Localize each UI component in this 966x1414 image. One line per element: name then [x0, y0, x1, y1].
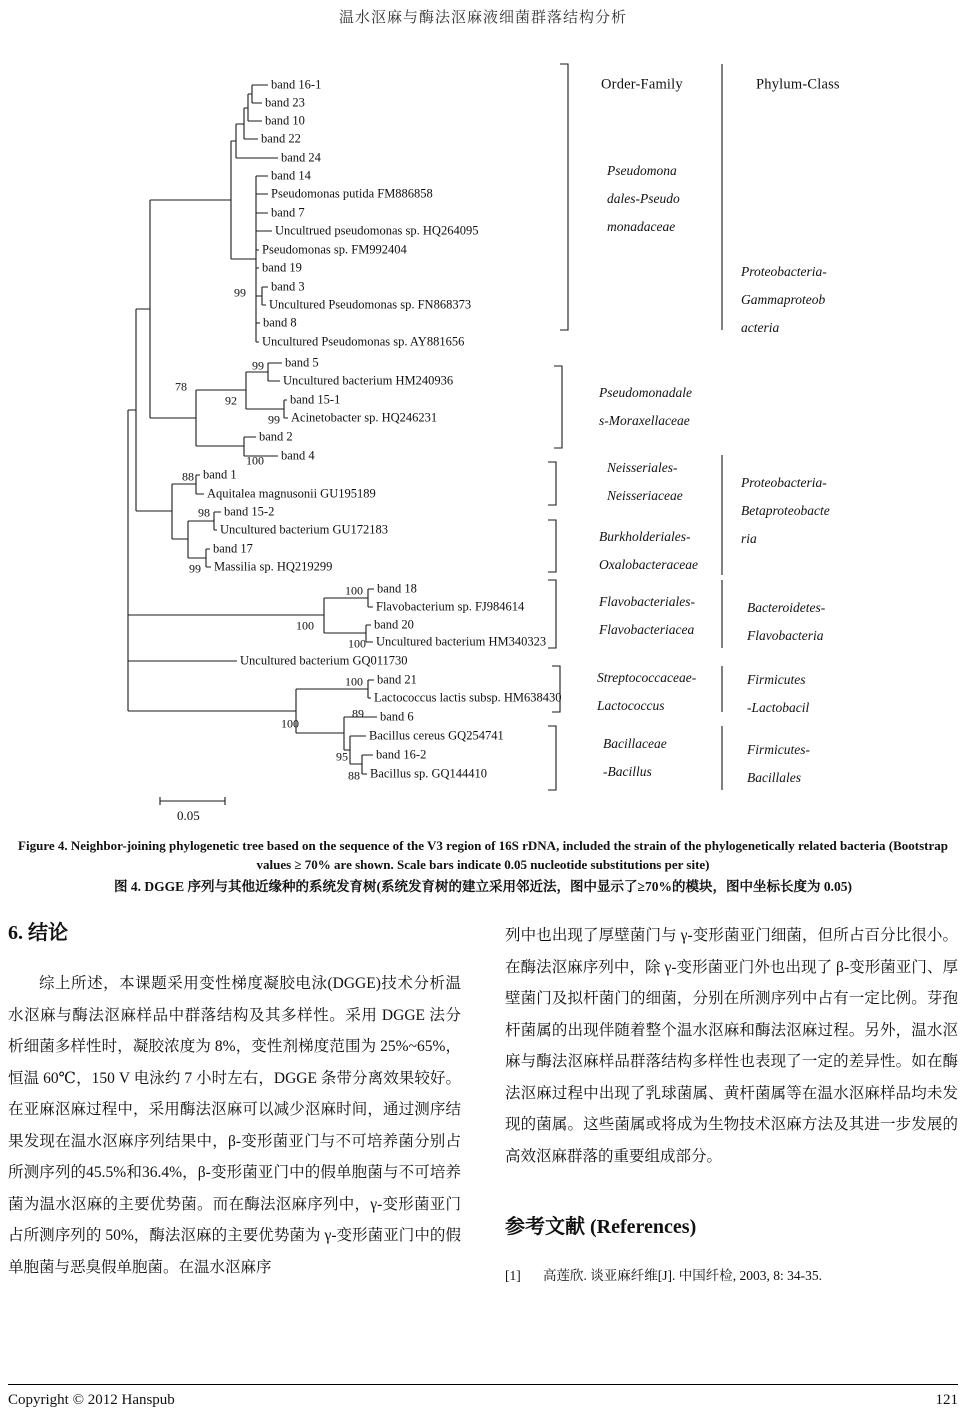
figure-caption [8, 836, 958, 897]
bootstrap-value: 99 [234, 285, 246, 300]
page-number: 121 [935, 1392, 958, 1408]
bootstrap-value: 88 [348, 768, 360, 783]
tree-leaf-label: band 15-2 [224, 504, 275, 519]
reference-item [505, 1266, 958, 1285]
group-label: Flavobacteriales- Flavobacteriacea [599, 594, 695, 637]
tree-leaf-label: band 20 [374, 617, 414, 632]
tree-leaf-label: Uncultured bacterium GU172183 [220, 522, 389, 537]
group-label: Bacillaceae -Bacillus [603, 736, 667, 779]
tree-leaf-label: band 19 [262, 260, 302, 275]
tree-leaf-label: Uncultured bacterium GQ011730 [240, 653, 408, 668]
references-heading: 参考文献 (References) [505, 1216, 697, 1238]
tree-leaf-label: Pseudomonas sp. FM992404 [262, 242, 407, 257]
tree-leaf-label: band 6 [380, 709, 414, 724]
tree-leaf-label: band 23 [265, 95, 305, 110]
tree-leaf-label: band 22 [261, 131, 301, 146]
tree-leaf-label: Uncultured bacterium HM340323 [376, 634, 547, 649]
group-label: Proteobacteria- Betaproteobacte ria [741, 475, 830, 546]
tree-leaf-label: band 8 [263, 315, 297, 330]
tree-leaf-label: Lactococcus lactis subsp. HM638430 [374, 690, 562, 705]
bootstrap-value: 99 [189, 561, 201, 576]
bootstrap-value: 100 [281, 716, 299, 731]
tree-leaf-label: band 2 [259, 429, 293, 444]
tree-leaf-label: band 4 [281, 448, 315, 463]
tree-leaf-label: Uncultured Pseudomonas sp. AY881656 [262, 334, 465, 349]
tree-leaf-label: band 3 [271, 279, 305, 294]
tree-leaf-label: Bacillus cereus GQ254741 [369, 728, 504, 743]
tree-leaf-label: band 18 [377, 581, 417, 596]
bootstrap-value: 92 [225, 393, 237, 408]
bootstrap-value: 78 [175, 379, 187, 394]
bootstrap-value: 95 [336, 749, 348, 764]
tree-leaf-label: band 5 [285, 355, 319, 370]
group-label: Firmicutes -Lactobacil [747, 672, 810, 715]
tree-leaf-label: Uncultured bacterium HM240936 [283, 373, 454, 388]
group-label: Pseudomona dales-Pseudo monadaceae [607, 163, 680, 234]
tree-leaf-label: Uncultured Pseudomonas sp. FN868373 [269, 297, 472, 312]
tree-leaf-label: band 1 [203, 467, 237, 482]
tree-leaf-label: Massilia sp. HQ219299 [214, 559, 333, 574]
group-label: Bacteroidetes- Flavobacteria [747, 600, 826, 643]
bootstrap-value: 99 [252, 358, 264, 373]
scale-bar-label: 0.05 [177, 808, 200, 823]
conclusion-paragraph-right: 列中也出现了厚壁菌门与 γ-变形菌亚门细菌，但所占百分比很小。在酶法沤麻序列中，除 γ-变形菌亚门外也出现了 β-变形菌亚门、厚壁菌门及拟杆菌门的细菌，分别在所测序列中占有一定比例。芽孢杆菌属的出现伴随着整个温水沤麻和酶法沤麻过程。另外，温水沤麻与酶法沤麻样品群落结构多样性也表现了一定的差异性。如在酶法沤麻过程中出现了乳球菌属、黄杆菌属等在温水沤麻样品均未发现的菌属。这些菌属或将成为生物技术沤麻方法及其进一步发展的高效沤麻群落的重要组成部分。 [505, 927, 958, 1165]
conclusion-heading: 6. 结论 [8, 922, 68, 944]
tree-leaf-label: band 14 [271, 168, 311, 183]
tree-leaf-label: Flavobacterium sp. FJ984614 [376, 599, 525, 614]
right-column [505, 920, 958, 1285]
tree-leaf-label: Pseudomonas putida FM886858 [271, 186, 433, 201]
tree-leaf-label: Aquitalea magnusonii GU195189 [207, 486, 376, 501]
tree-leaf-label: Acinetobacter sp. HQ246231 [291, 410, 438, 425]
column-header: Order-Family [601, 76, 683, 93]
tree-leaf-label: Uncultrued pseudomonas sp. HQ264095 [275, 223, 479, 238]
running-title: 温水沤麻与酶法沤麻液细菌群落结构分析 [338, 10, 627, 26]
copyright-text: Copyright © 2012 Hanspub [8, 1392, 175, 1408]
bootstrap-value: 89 [352, 706, 364, 721]
tree-leaf-label: Bacillus sp. GQ144410 [370, 766, 488, 781]
bootstrap-value: 99 [268, 412, 280, 427]
bootstrap-value: 100 [348, 636, 366, 651]
bootstrap-value: 88 [182, 469, 194, 484]
tree-leaf-label: band 24 [281, 150, 321, 165]
page-footer [8, 1384, 958, 1409]
bootstrap-value: 100 [345, 583, 363, 598]
tree-leaf-label: band 10 [265, 113, 305, 128]
tree-leaf-label: band 7 [271, 205, 305, 220]
bootstrap-value: 100 [296, 618, 314, 633]
figure-caption-en: Figure 4. Neighbor-joining phylogenetic tree based on the sequence of the V3 region of 16S rDNA, included the strain of the phylogenetically related bacteria (Bootstrap values ≥ 70% are shown. Scale bars indicate 0.05 nucleotide substitutions per site) [18, 838, 948, 872]
tree-leaf-label: band 15-1 [290, 392, 341, 407]
bootstrap-value: 100 [246, 453, 264, 468]
bootstrap-value: 100 [345, 674, 363, 689]
group-label: Streptococcaceae- Lactococcus [597, 670, 697, 713]
tree-leaf-label: band 17 [213, 541, 253, 556]
tree-leaf-label: band 16-2 [376, 747, 427, 762]
tree-leaf-label: band 16-1 [271, 77, 322, 92]
body-columns [8, 920, 958, 1285]
group-label: Neisseriales- Neisseriaceae [607, 460, 683, 503]
reference-number: [1] [505, 1268, 521, 1283]
left-column [8, 920, 461, 1285]
figure-caption-zh: 图 4. DGGE 序列与其他近缘种的系统发育树(系统发育树的建立采用邻近法，图中显示了≥70%的模块，图中坐标长度为 0.05) [114, 879, 852, 894]
group-label: Burkholderiales- Oxalobacteraceae [599, 529, 698, 572]
bootstrap-value: 98 [198, 505, 210, 520]
group-label: Firmicutes- Bacillales [747, 742, 810, 785]
column-header: Phylum-Class [756, 76, 840, 93]
group-label: Pseudomonadale s-Moraxellaceae [599, 385, 692, 428]
group-label: Proteobacteria- Gammaproteob acteria [741, 264, 827, 335]
tree-leaf-label: band 21 [377, 672, 417, 687]
conclusion-paragraph-left: 综上所述，本课题采用变性梯度凝胶电泳(DGGE)技术分析温水沤麻与酶法沤麻样品中群落结构及其多样性。采用 DGGE 法分析细菌多样性时，凝胶浓度为 8%，变性剂梯度范围为 25%~65%，恒温 60℃，150 V 电泳约 7 小时左右，DGGE 条带分离效果较好。在亚麻沤麻过程中，采用酶法沤麻可以减少沤麻时间，通过测序结果发现在温水沤麻序列结果中，β-变形菌亚门与不可培养菌分别占所测序列的45.5%和36.4%，β-变形菌亚门中的假单胞菌与不可培养菌为温水沤麻的主要优势菌。而在酶法沤麻序列中，γ-变形菌亚门占所测序列的 50%，酶法沤麻的主要优势菌为 γ-变形菌亚门中的假单胞菌与恶臭假单胞菌。在温水沤麻序 [8, 975, 461, 1276]
reference-text: 高莲欣. 谈亚麻纤维[J]. 中国纤检, 2003, 8: 34-35. [543, 1268, 822, 1283]
